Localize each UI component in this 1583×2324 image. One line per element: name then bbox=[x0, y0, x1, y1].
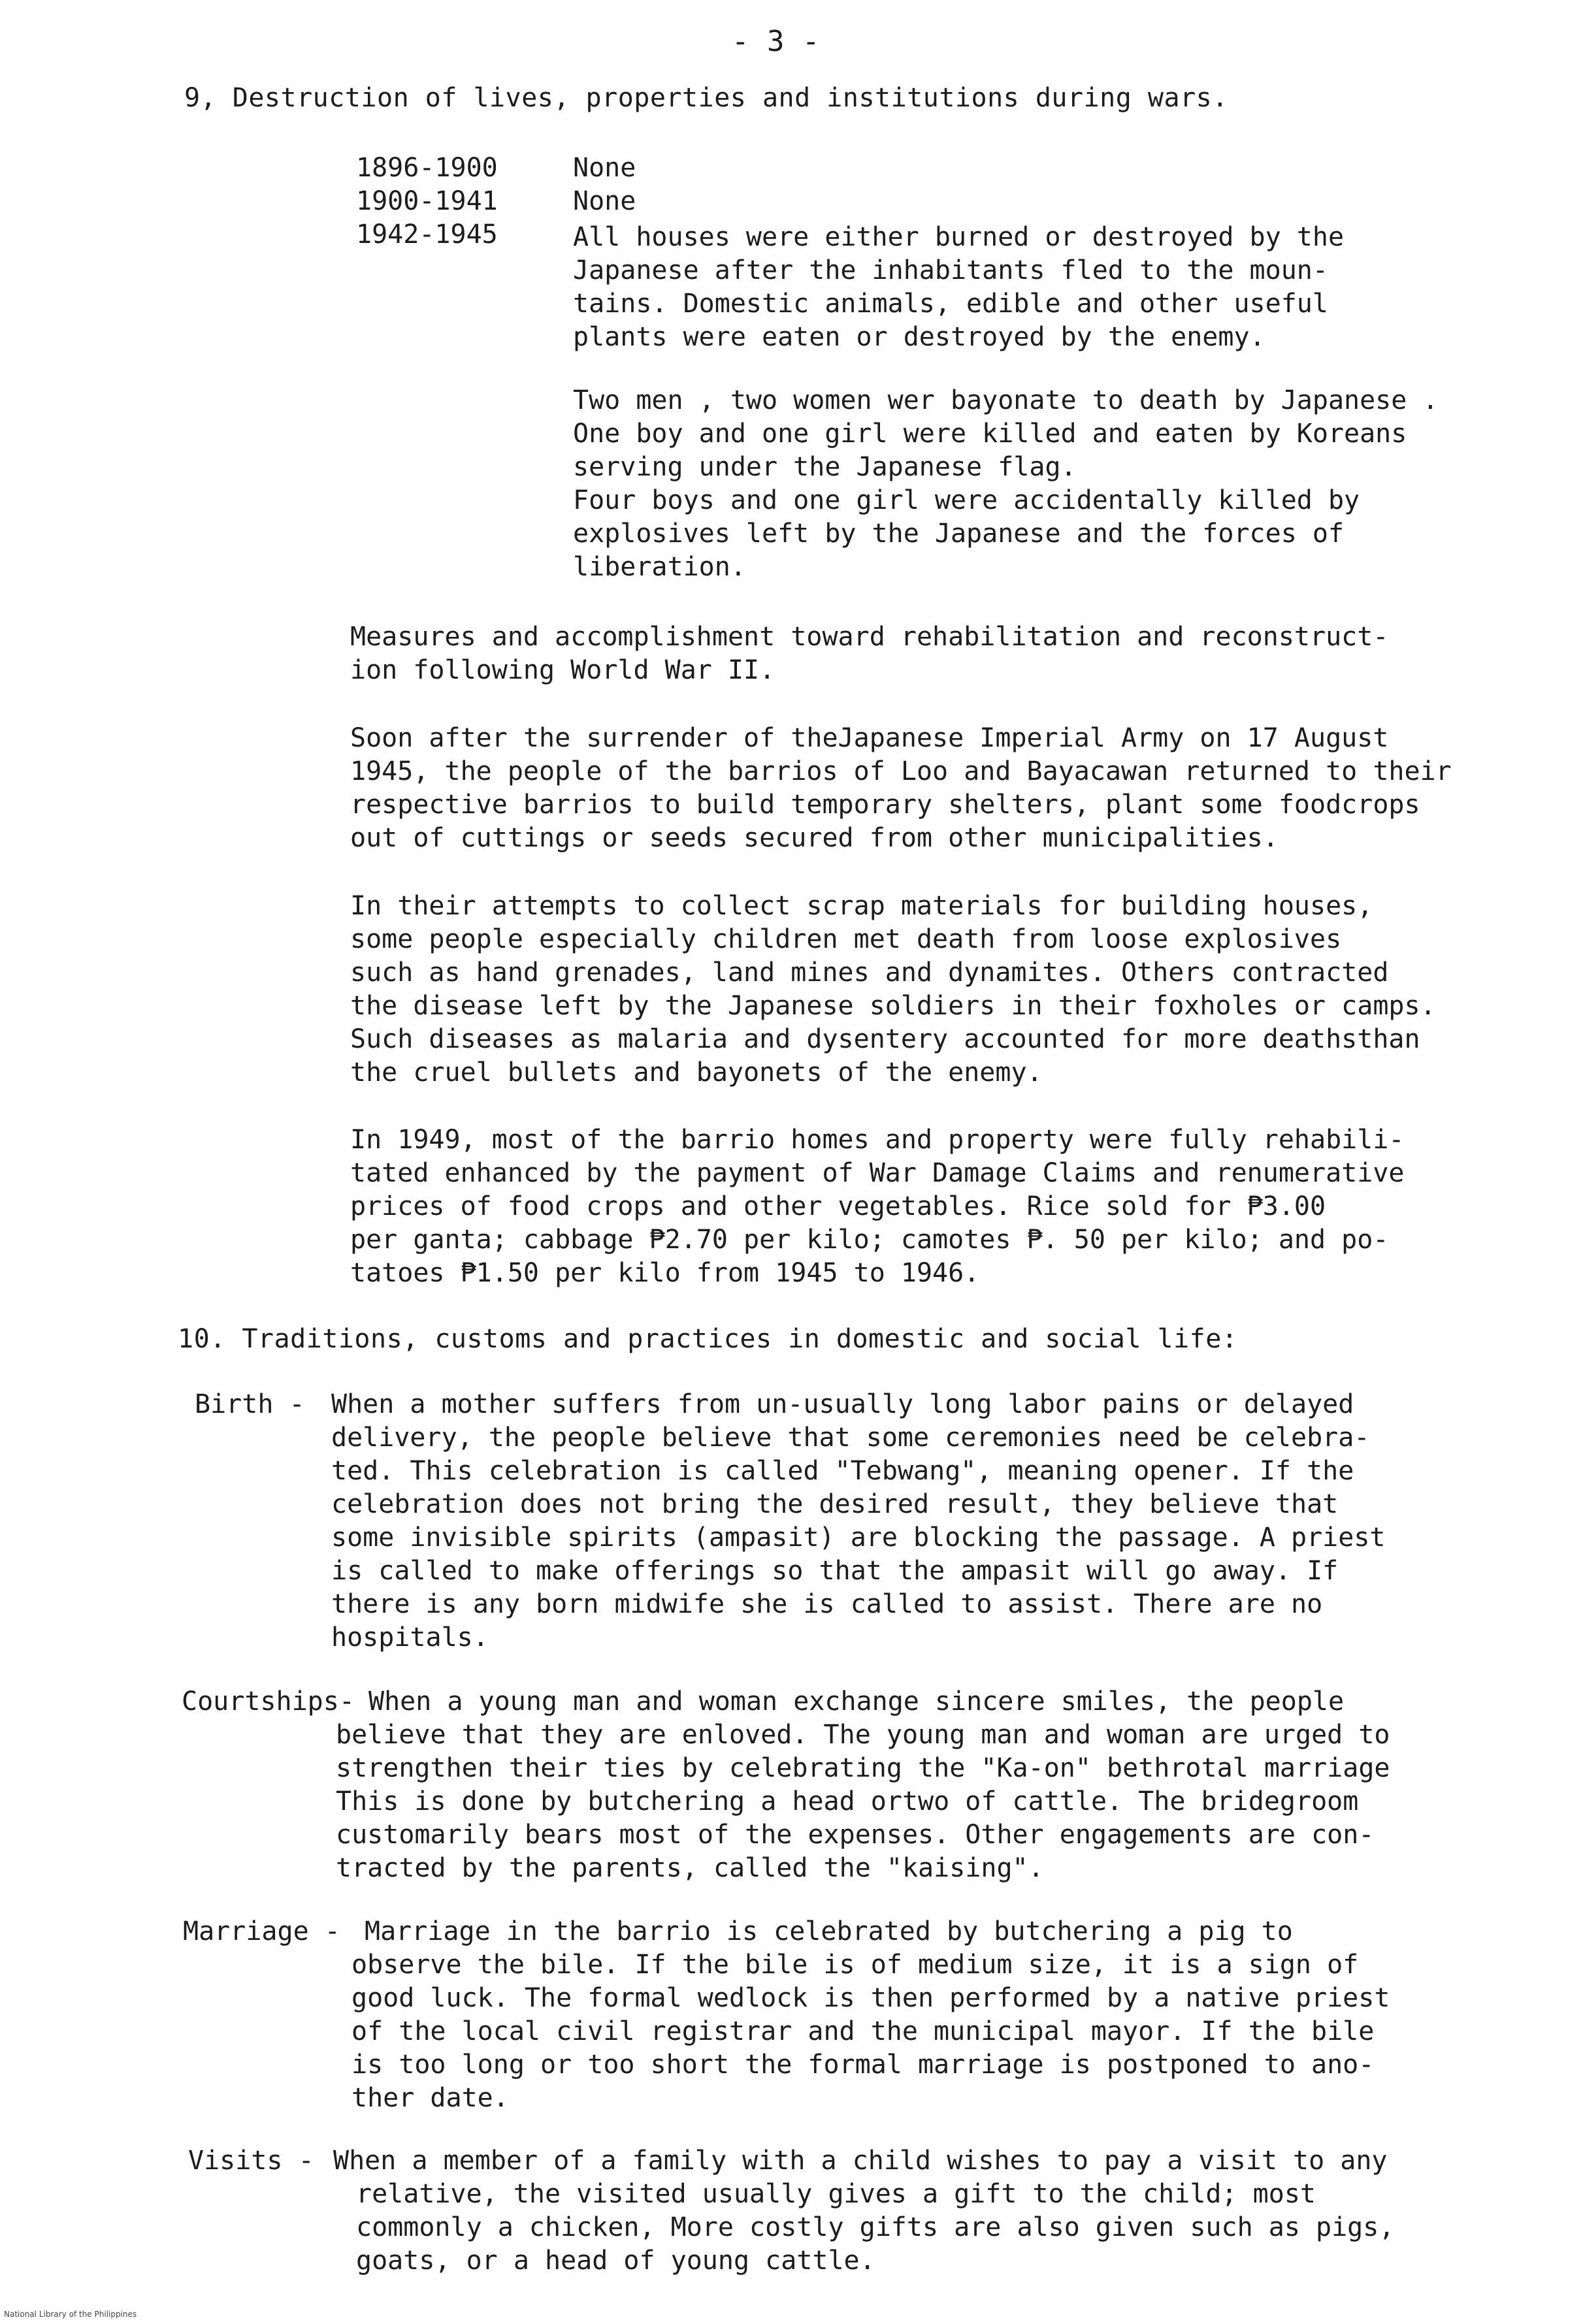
text-line: hospitals. bbox=[331, 1622, 489, 1653]
text-line: None bbox=[573, 186, 636, 216]
text-line: Soon after the surrender of theJapanese Imperial Army on 17 August bbox=[350, 723, 1389, 753]
text-line: celebration does not bring the desired result, they believe that bbox=[331, 1489, 1339, 1519]
section-10-heading: 10. Traditions, customs and practices in domestic and social life: bbox=[178, 1324, 1238, 1354]
text-line: is too long or too short the formal marriage is postponed to ano- bbox=[351, 2050, 1375, 2080]
text-line: One boy and one girl were killed and eaten by Koreans bbox=[573, 419, 1407, 449]
rehabilitation-paragraph bbox=[350, 1123, 1405, 1290]
measures-paragraph bbox=[350, 621, 1388, 687]
text-line: explosives left by the Japanese and the forces of bbox=[573, 519, 1345, 549]
text-line: customarily bears most of the expenses. Other engagements are con- bbox=[336, 1820, 1375, 1850]
text-line: respective barrios to build temporary shelters, plant some foodcrops bbox=[350, 790, 1420, 820]
text-line: tated enhanced by the payment of War Damage Claims and renumerative bbox=[350, 1158, 1405, 1188]
text-line: When a young man and woman exchange sincere smiles, the people bbox=[368, 1687, 1345, 1717]
entry-text-courtships bbox=[336, 1719, 1390, 1885]
text-line: Two men , two women wer bayonate to death by Japanese . bbox=[573, 385, 1439, 415]
text-line: out of cuttings or seeds secured from other municipalities. bbox=[350, 823, 1279, 853]
entry-text-visits-first bbox=[333, 2144, 1388, 2178]
surrender-paragraph bbox=[350, 722, 1452, 855]
period-text bbox=[573, 152, 636, 185]
text-line: observe the bile. If the bile is of medium size, it is a sign of bbox=[351, 1950, 1359, 1980]
entry-text-visits bbox=[356, 2178, 1394, 2278]
entry-text-marriage bbox=[351, 1948, 1390, 2115]
text-line: the disease left by the Japanese soldiers in their foxholes or camps. bbox=[350, 991, 1436, 1021]
text-line: When a member of a family with a child wishes to pay a visit to any bbox=[333, 2146, 1388, 2176]
text-line: of the local civil registrar and the municipal mayor. If the bile bbox=[351, 2016, 1375, 2046]
entry-text-courtships-first bbox=[368, 1685, 1344, 1719]
text-line: tains. Domestic animals, edible and other useful bbox=[573, 289, 1328, 319]
entry-text-marriage-first bbox=[365, 1915, 1293, 1948]
entry-text-birth bbox=[331, 1388, 1386, 1654]
casualties-paragraph bbox=[573, 384, 1439, 584]
text-line: All houses were either burned or destroyed by the bbox=[573, 222, 1345, 252]
text-line: Four boys and one girl were accidentally killed by bbox=[573, 485, 1360, 515]
text-line: Marriage in the barrio is celebrated by butchering a pig to bbox=[365, 1916, 1293, 1946]
text-line: strengthen their ties by celebrating the "Ka-on" bethrotal marriage bbox=[336, 1753, 1390, 1783]
text-line: relative, the visited usually gives a gift to the child; most bbox=[356, 2179, 1316, 2209]
text-line: serving under the Japanese flag. bbox=[573, 452, 1077, 482]
text-line: In 1949, most of the barrio homes and property were fully rehabili- bbox=[350, 1125, 1405, 1155]
text-line: delivery, the people believe that some ceremonies need be celebra- bbox=[331, 1423, 1370, 1453]
period-years: 1942-1945 bbox=[356, 219, 498, 250]
page-number: - 3 - bbox=[732, 25, 820, 58]
text-line: believe that they are enloved. The young man and woman are urged to bbox=[336, 1720, 1390, 1750]
text-line: per ganta; cabbage ₱2.70 per kilo; camotes ₱. 50 per kilo; and po- bbox=[350, 1225, 1389, 1255]
text-line: plants were eaten or destroyed by the enemy. bbox=[573, 322, 1265, 352]
text-line: such as hand grenades, land mines and dynamites. Others contracted bbox=[350, 958, 1389, 988]
scrap-paragraph bbox=[350, 890, 1436, 1089]
period-years: 1900-1941 bbox=[356, 186, 498, 216]
entry-label-visits: Visits - bbox=[188, 2146, 314, 2176]
text-line: ted. This celebration is called "Tebwang", meaning opener. If the bbox=[331, 1456, 1354, 1486]
text-line: there is any born midwife she is called to assist. There are no bbox=[331, 1589, 1323, 1619]
entry-label-courtships: Courtships- bbox=[182, 1687, 355, 1717]
entry-label-birth: Birth - bbox=[195, 1389, 305, 1419]
period-text bbox=[573, 185, 636, 218]
text-line: good luck. The formal wedlock is then performed by a native priest bbox=[351, 1983, 1390, 2013]
text-line: Japanese after the inhabitants fled to the moun- bbox=[573, 255, 1328, 285]
text-line: tatoes ₱1.50 per kilo from 1945 to 1946. bbox=[350, 1258, 980, 1288]
text-line: None bbox=[573, 153, 636, 183]
text-line: When a mother suffers from un-usually long labor pains or delayed bbox=[331, 1389, 1354, 1419]
text-line: goats, or a head of young cattle. bbox=[356, 2246, 875, 2276]
text-line: 1945, the people of the barrios of Loo and Bayacawan returned to their bbox=[350, 756, 1452, 786]
text-line: ion following World War II. bbox=[350, 655, 775, 685]
text-line: tracted by the parents, called the "kaising". bbox=[336, 1853, 1044, 1883]
section-9-heading: 9, Destruction of lives, properties and institutions during wars. bbox=[184, 83, 1228, 113]
text-line: ther date. bbox=[351, 2083, 509, 2113]
period-years: 1896-1900 bbox=[356, 153, 498, 183]
text-line: Such diseases as malaria and dysentery accounted for more deathsthan bbox=[350, 1024, 1420, 1054]
text-line: prices of food crops and other vegetables. Rice sold for ₱3.00 bbox=[350, 1191, 1326, 1221]
text-line: the cruel bullets and bayonets of the enemy. bbox=[350, 1057, 1043, 1088]
text-line: commonly a chicken, More costly gifts are also given such as pigs, bbox=[356, 2212, 1395, 2242]
text-line: some invisible spirits (ampasit) are blocking the passage. A priest bbox=[331, 1523, 1386, 1553]
period-text bbox=[573, 221, 1344, 354]
text-line: This is done by butchering a head ortwo of cattle. The bridegroom bbox=[336, 1786, 1359, 1816]
text-line: In their attempts to collect scrap materials for building houses, bbox=[350, 891, 1373, 921]
entry-label-marriage: Marriage - bbox=[183, 1916, 340, 1946]
text-line: liberation. bbox=[573, 552, 746, 582]
footer-watermark: National Library of the Philippines bbox=[4, 2310, 137, 2319]
text-line: is called to make offerings so that the ampasit will go away. If bbox=[331, 1556, 1339, 1586]
text-line: Measures and accomplishment toward rehabilitation and reconstruct- bbox=[350, 622, 1389, 652]
text-line: some people especially children met death from loose explosives bbox=[350, 924, 1342, 954]
